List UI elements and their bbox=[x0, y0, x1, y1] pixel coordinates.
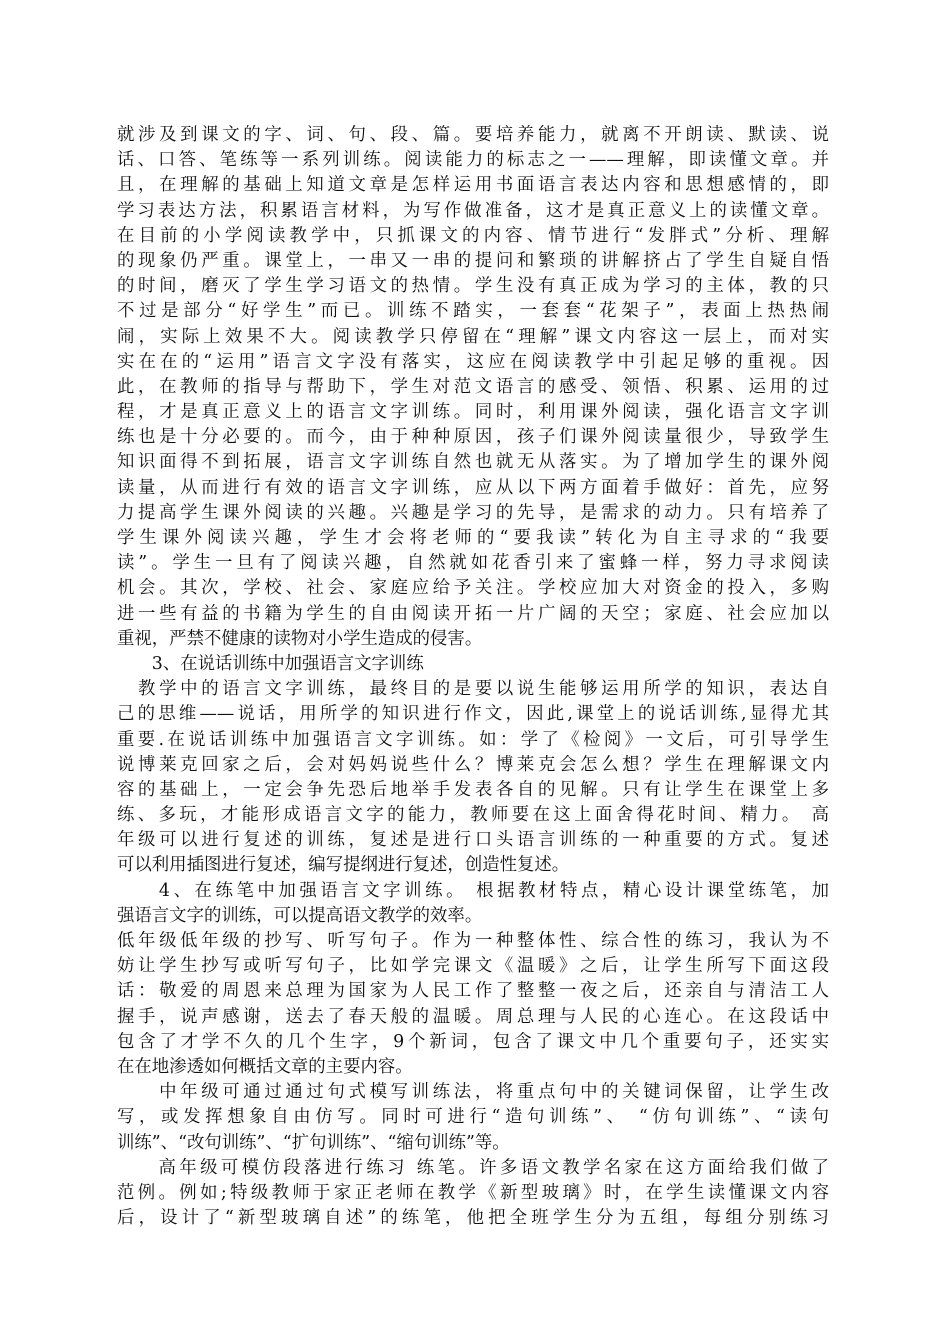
text-line: 包含了才学不久的几个生字，9个新词，包含了课文中几个重要句子，还实实 bbox=[117, 1031, 829, 1052]
text-line: 握手，说声感谢，送去了春天般的温暖。周总理与人民的心连心。在这段话中 bbox=[117, 1006, 829, 1027]
text-line: 程，才是真正意义上的语言文字训练。同时，利用课外阅读，强化语言文字训 bbox=[117, 402, 829, 423]
text-line: 练、多玩，才能形成语言文字的能力，教师要在这上面舍得花时间、精力。 高 bbox=[117, 805, 829, 826]
text-line: 知识面得不到拓展，语言文字训练自然也就无从落实。为了增加学生的课外阅 bbox=[117, 452, 829, 473]
text-line: 低年级低年级的抄写、听写句子。作为一种整体性、综合性的练习，我认为不 bbox=[117, 931, 829, 951]
text-line: 中年级可通过通过句式模写训练法，将重点句中的关键词保留，让学生改 bbox=[117, 1082, 829, 1103]
text-line: 己的思维——说话，用所学的知识进行作文，因此,课堂上的说话训练,显得尤其 bbox=[117, 704, 829, 725]
text-line: 练也是十分必要的。而今，由于种种原因，孩子们课外阅读量很少，导致学生 bbox=[117, 427, 829, 448]
text-line: 话、口答、笔练等一系列训练。阅读能力的标志之一——理解，即读懂文章。并 bbox=[117, 150, 829, 171]
section-heading-4: 4、在练笔中加强语言文字训练。 根据教材特点，精心设计课堂练笔，加 bbox=[117, 880, 829, 901]
text-line: 重视，严禁不健康的读物对小学生造成的侵害。 bbox=[117, 628, 483, 649]
text-line: 读量，从而进行有效的语言文字训练，应从以下两方面着手做好：首先，应努 bbox=[117, 477, 829, 498]
text-line: 不过是部分“好学生”而已。训练不踏实，一套套“花架子”，表面上热热闹 bbox=[117, 301, 829, 322]
text-line: 重要.在说话训练中加强语言文字训练。如：学了《检阅》一文后，可引导学生 bbox=[117, 729, 829, 750]
text-line: 且，在理解的基础上知道文章是怎样运用书面语言表达内容和思想感情的，即 bbox=[117, 175, 829, 196]
text-line: 教学中的语言文字训练，最终目的是要以说生能够运用所学的知识，表达自 bbox=[117, 679, 829, 700]
text-line: 闹，实际上效果不大。阅读教学只停留在“理解”课文内容这一层上，而对实 bbox=[117, 326, 829, 347]
text-line: 话：敬爱的周恩来总理为国家为人民工作了整整一夜之后，还亲自与清洁工人 bbox=[117, 981, 829, 1002]
text-line: 容的基础上，一定会争先恐后地举手发表各自的见解。只有让学生在课堂上多 bbox=[117, 779, 829, 800]
text-line: 高年级可模仿段落进行练习 练笔。许多语文教学名家在这方面给我们做了 bbox=[117, 1157, 829, 1178]
text-line: 训练”、“改句训练”、“扩句训练”、“缩句训练”等。 bbox=[117, 1132, 510, 1153]
text-line: 学习表达方法，积累语言材料，为写作做准备，这才是真正意义上的读懂文章。 bbox=[117, 200, 829, 221]
text-line: 进一些有益的书籍为学生的自由阅读开拓一片广阔的天空；家庭、社会应加以 bbox=[117, 603, 829, 624]
text-line: 就涉及到课文的字、词、句、段、篇。要培养能力，就离不开朗读、默读、说 bbox=[117, 125, 829, 145]
text-line: 范例。例如;特级教师于家正老师在教学《新型玻璃》时，在学生读懂课文内容 bbox=[117, 1182, 829, 1203]
text-line: 的时间，磨灭了学生学习语文的热情。学生没有真正成为学习的主体，教的只 bbox=[117, 276, 829, 297]
text-line: 年级可以进行复述的训练，复述是进行口头语言训练的一种重要的方式。复述 bbox=[117, 830, 829, 851]
text-line: 后，设计了“新型玻璃自述”的练笔，他把全班学生分为五组，每组分别练习 bbox=[117, 1208, 829, 1229]
text-line: 实在在的“运用”语言文字没有落实，这应在阅读教学中引起足够的重视。因 bbox=[117, 351, 829, 372]
section-heading-3: 3、在说话训练中加强语言文字训练 bbox=[117, 653, 424, 674]
text-line: 强语言文字的训练，可以提高语文教学的效率。 bbox=[117, 905, 483, 926]
text-line: 学生课外阅读兴趣，学生才会将老师的“要我读”转化为自主寻求的“我要 bbox=[117, 528, 829, 548]
text-line: 妨让学生抄写或听写句子，比如学完课文《温暖》之后，让学生所写下面这段 bbox=[117, 956, 829, 977]
text-line: 可以利用插图进行复述，编写提纲进行复述，创造性复述。 bbox=[117, 855, 570, 876]
text-line: 机会。其次，学校、社会、家庭应给予关注。学校应加大对资金的投入，多购 bbox=[117, 578, 829, 599]
text-line: 的现象仍严重。课堂上，一串又一串的提问和繁琐的讲解挤占了学生自疑自悟 bbox=[117, 250, 829, 271]
text-line: 写，或发挥想象自由仿写。同时可进行“造句训练”、 “仿句训练”、“读句 bbox=[117, 1107, 829, 1128]
text-line: 此，在教师的指导与帮助下，学生对范文语言的感受、领悟、积累、运用的过 bbox=[117, 376, 829, 397]
body-text bbox=[117, 123, 829, 1231]
text-line: 说博莱克回家之后，会对妈妈说些什么？博莱克会怎么想？学生在理解课文内 bbox=[117, 754, 829, 775]
text-line: 读”。学生一旦有了阅读兴趣，自然就如花香引来了蜜蜂一样，努力寻求阅读 bbox=[117, 553, 829, 574]
text-line: 在目前的小学阅读教学中，只抓课文的内容、情节进行“发胖式”分析、理解 bbox=[117, 225, 829, 246]
text-line: 力提高学生课外阅读的兴趣。兴趣是学习的先导，是需求的动力。只有培养了 bbox=[117, 502, 829, 523]
text-line: 在在地渗透如何概括文章的主要内容。 bbox=[117, 1056, 413, 1077]
